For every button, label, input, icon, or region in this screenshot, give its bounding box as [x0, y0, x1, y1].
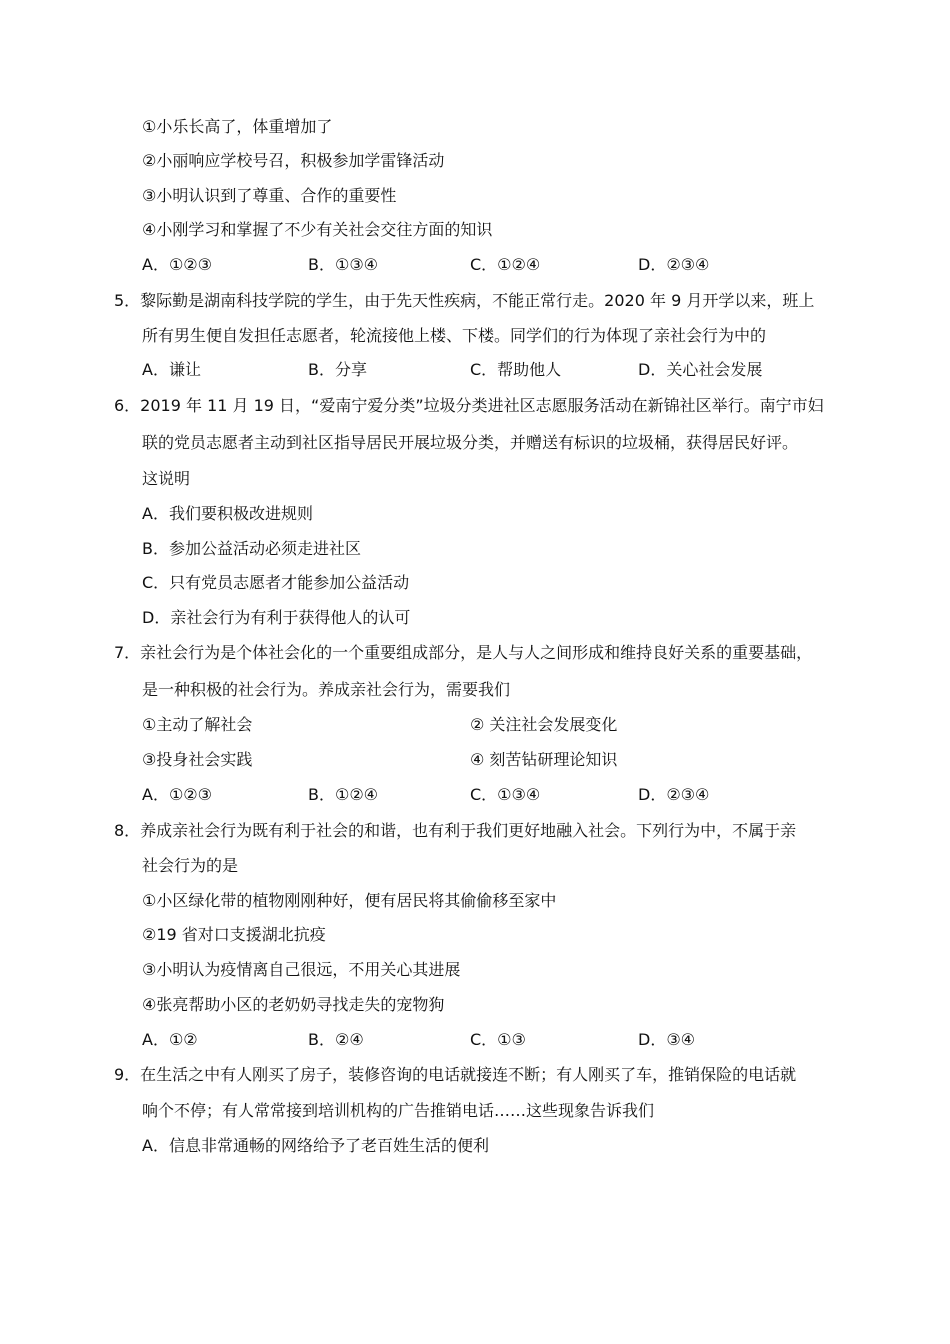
q8-item-2: ②19 省对口支援湖北抗疫	[142, 925, 326, 944]
q9-stem-line-1: 9．在生活之中有人刚买了房子，装修咨询的电话就接连不断；有人刚买了车，推销保险的电话就	[114, 1065, 797, 1084]
q9-stem-line-2: 响个不停；有人常常接到培训机构的广告推销电话……这些现象告诉我们	[142, 1101, 655, 1120]
q8-option-c: C．①③	[470, 1030, 526, 1049]
q7-item-4: ④ 刻苦钻研理论知识	[470, 750, 618, 769]
q5-stem-line-2: 所有男生便自发担任志愿者，轮流接他上楼、下楼。同学们的行为体现了亲社会行为中的	[142, 326, 767, 345]
q8-option-b: B．②④	[308, 1030, 364, 1049]
q7-item-2: ② 关注社会发展变化	[470, 715, 618, 734]
q5-option-a: A．谦让	[142, 360, 201, 379]
q7-option-d: D．②③④	[638, 785, 710, 804]
q4-item-3: ③小明认识到了尊重、合作的重要性	[142, 186, 397, 205]
q8-stem-line-2: 社会行为的是	[142, 856, 239, 875]
q5-option-c: C．帮助他人	[470, 360, 562, 379]
q7-option-c: C．①③④	[470, 785, 541, 804]
q6-option-c: C．只有党员志愿者才能参加公益活动	[142, 573, 410, 592]
q7-stem-line-2: 是一种积极的社会行为。养成亲社会行为，需要我们	[142, 680, 511, 699]
q9-option-a: A．信息非常通畅的网络给予了老百姓生活的便利	[142, 1136, 489, 1155]
q4-item-1: ①小乐长高了，体重增加了	[142, 117, 333, 136]
q4-option-d: D．②③④	[638, 255, 710, 274]
q7-option-b: B．①②④	[308, 785, 379, 804]
q4-item-2: ②小丽响应学校号召，积极参加学雷锋活动	[142, 151, 445, 170]
q7-stem-line-1: 7．亲社会行为是个体社会化的一个重要组成部分，是人与人之间形成和维持良好关系的重要基础，	[114, 643, 813, 662]
q8-stem-line-1: 8．养成亲社会行为既有利于社会的和谐，也有利于我们更好地融入社会。下列行为中，不属于亲	[114, 821, 797, 840]
q4-item-4: ④小刚学习和掌握了不少有关社会交往方面的知识	[142, 220, 493, 239]
q6-option-a: A．我们要积极改进规则	[142, 504, 313, 523]
q8-option-a: A．①②	[142, 1030, 198, 1049]
q7-item-1: ①主动了解社会	[142, 715, 253, 734]
q7-item-3: ③投身社会实践	[142, 750, 253, 769]
q6-option-b: B．参加公益活动必须走进社区	[142, 539, 361, 558]
q7-option-a: A．①②③	[142, 785, 212, 804]
q6-stem-line-3: 这说明	[142, 469, 191, 488]
q5-option-d: D．关心社会发展	[638, 360, 763, 379]
q5-stem-line-1: 5．黎际勤是湖南科技学院的学生，由于先天性疾病，不能正常行走。2020 年 9 月开学以来，班上	[114, 291, 815, 310]
q8-item-3: ③小明认为疫情离自己很远，不用关心其进展	[142, 960, 461, 979]
q8-item-1: ①小区绿化带的植物刚刚种好，便有居民将其偷偷移至家中	[142, 891, 557, 910]
q8-item-4: ④张亮帮助小区的老奶奶寻找走失的宠物狗	[142, 995, 445, 1014]
q8-option-d: D．③④	[638, 1030, 696, 1049]
q6-option-d: D．亲社会行为有利于获得他人的认可	[142, 608, 411, 627]
q4-option-a: A．①②③	[142, 255, 212, 274]
q5-option-b: B．分享	[308, 360, 367, 379]
q6-stem-line-2: 联的党员志愿者主动到社区指导居民开展垃圾分类，并赠送有标识的垃圾桶，获得居民好评。	[142, 433, 799, 452]
q4-option-c: C．①②④	[470, 255, 541, 274]
q6-stem-line-1: 6．2019 年 11 月 19 日，“爱南宁爱分类”垃圾分类进社区志愿服务活动在新锦社区举行。南宁市妇	[114, 396, 824, 415]
q4-option-b: B．①③④	[308, 255, 379, 274]
